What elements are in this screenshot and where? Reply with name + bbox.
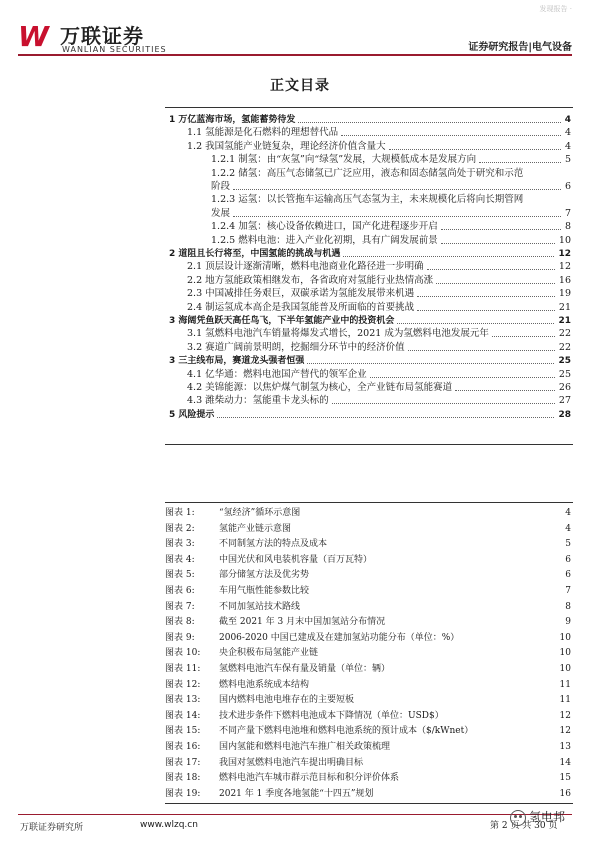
figure-label: 图表 15: xyxy=(165,726,201,737)
toc-entry-text: 4.3 潍柴动力：氢能重卡龙头标的 xyxy=(187,395,329,407)
toc-entry-page: 26 xyxy=(558,382,571,393)
logo-mark: W xyxy=(18,20,47,53)
figure-label: 图表 11: xyxy=(165,664,201,674)
figure-caption: 氢燃料电池汽车保有量及销量（单位：辆） xyxy=(219,664,391,674)
figure-label: 图表 9: xyxy=(165,632,195,643)
figure-label: 图表 4: xyxy=(165,554,195,565)
toc-entry-page: 21 xyxy=(558,316,571,326)
figure-page: 6 xyxy=(565,554,571,565)
figure-page: 11 xyxy=(559,695,571,706)
toc-entry-text: 1.1 氢能源是化石燃料的理想替代品 xyxy=(187,127,339,139)
figure-label: 图表 5: xyxy=(165,570,195,581)
figure-caption: 车用气瓶性能参数比较 xyxy=(219,586,310,596)
toc-entry-page: 22 xyxy=(558,328,571,340)
toc-entry-page: 28 xyxy=(558,409,571,420)
toc-entry-text: 1.2.3 运氢：以长管拖车运输高压气态氢为主，未来规模化后将向长期管网 xyxy=(211,194,524,206)
figure-caption: 央企积极布局氢能产业链 xyxy=(219,648,319,659)
figure-caption: 不同制氢方法的特点及成本 xyxy=(219,539,328,550)
figure-label: 图表 13: xyxy=(165,695,201,706)
figure-label: 图表 6: xyxy=(165,586,195,596)
report-type: 证券研究报告|电气设备 xyxy=(468,42,572,53)
wechat-icon xyxy=(510,810,526,826)
footer-org: 万联证券研究所 xyxy=(20,823,84,833)
figure-caption: 氢能产业链示意图 xyxy=(219,523,292,534)
toc-entry-page: 7 xyxy=(564,207,571,219)
toc-entry-text: 3 三主线布局，赛道龙头强者恒强 xyxy=(169,356,305,367)
toc-entry-page: 21 xyxy=(558,301,571,313)
figure-caption: 国内燃料电池电堆存在的主要短板 xyxy=(219,695,355,706)
figure-page: 14 xyxy=(559,757,571,768)
figure-label: 图表 16: xyxy=(165,742,201,752)
dot-leader xyxy=(341,127,561,136)
toc-entry-page: 19 xyxy=(558,288,571,300)
dot-leader xyxy=(343,248,554,257)
dot-leader xyxy=(417,302,555,311)
figure-label: 图表 8: xyxy=(165,617,195,628)
figure-caption: 不同产量下燃料电池堆和燃料电池系统的预计成本（$/kWnet） xyxy=(219,726,474,737)
toc-entry-text: 4.2 美锦能源：以焦炉煤气制氢为核心，全产业链布局氢能赛道 xyxy=(187,382,453,393)
figure-list xyxy=(165,502,573,804)
toc-entry-text: 2.3 中国减排任务艰巨，双碳承诺为氢能发展带来机遇 xyxy=(187,288,415,300)
dot-leader xyxy=(441,221,561,230)
figure-label: 图表 1: xyxy=(165,508,195,518)
toc-entry-text: 1 万亿蓝海市场，氢能蓄势待发 xyxy=(169,115,296,125)
figure-label: 图表 2: xyxy=(165,523,195,534)
toc-entry-page: 22 xyxy=(558,341,571,353)
dot-leader xyxy=(389,141,561,150)
figure-page: 12 xyxy=(559,726,571,737)
figure-page: 12 xyxy=(559,710,571,721)
toc-entry-page: 4 xyxy=(564,140,571,152)
figure-page: 10 xyxy=(559,648,571,659)
toc-entry-text: 2.2 地方氢能政策相继发布，各省政府对氢能行业热情高涨 xyxy=(187,274,434,286)
figure-label: 图表 14: xyxy=(165,710,201,721)
toc-entry-page: 25 xyxy=(558,368,571,380)
company-logo xyxy=(18,18,218,58)
dot-leader xyxy=(217,409,554,418)
figure-caption: 燃料电池汽车城市群示范目标和积分评价体系 xyxy=(219,773,400,784)
dot-leader xyxy=(233,208,561,217)
figure-label: 图表 3: xyxy=(165,539,195,550)
toc-title: 正文目录 xyxy=(270,78,330,94)
toc-entry-text: 1.2.2 储氢：高压气态储氢已广泛应用，液态和固态储氢尚处于研究和示范 xyxy=(211,167,524,179)
toc-entry-page: 4 xyxy=(564,115,571,125)
toc-entry-page: 12 xyxy=(558,261,571,273)
figure-caption: 我国对氢燃料电池汽车提出明确目标 xyxy=(219,757,364,768)
dot-leader xyxy=(408,342,555,351)
figure-label: 图表 10: xyxy=(165,648,201,659)
toc-entry-page: 8 xyxy=(564,221,571,233)
footer-page-number: 第 2 页 共 30 页 xyxy=(490,821,558,831)
toc-entry-text: 2 道阻且长行将至，中国氢能的挑战与机遇 xyxy=(169,249,341,259)
toc-entry-page: 4 xyxy=(564,127,571,139)
figure-page: 4 xyxy=(565,508,571,518)
figure-page: 13 xyxy=(559,742,571,752)
top-watermark: 发现报告 · xyxy=(539,5,572,13)
dot-leader xyxy=(307,355,554,364)
figure-page: 16 xyxy=(559,788,571,799)
figure-page: 10 xyxy=(559,664,571,674)
footer-site-link[interactable]: www.wlzq.cn xyxy=(140,820,198,830)
toc-entry-page: 12 xyxy=(558,249,571,259)
dot-leader xyxy=(455,382,555,391)
toc-entry-text: 3.2 赛道广阔前景明朗，挖掘细分环节中的经济价值 xyxy=(187,341,405,353)
figure-caption: 燃料电池系统成本结构 xyxy=(219,679,310,690)
figure-caption: 部分储氢方法及优劣势 xyxy=(219,570,310,581)
dot-leader xyxy=(298,114,561,123)
dot-leader xyxy=(436,275,555,284)
dot-leader xyxy=(332,395,555,404)
figure-page: 7 xyxy=(565,586,571,596)
toc-entry-text: 1.2.4 加氢：核心设备依赖进口，国产化进程逐步开启 xyxy=(211,221,438,233)
toc-entry-text: 2.4 制运氢成本高企是我国氢能普及所面临的首要挑战 xyxy=(187,301,415,313)
figure-page: 9 xyxy=(565,617,571,628)
toc-entry-text: 1.2.5 燃料电池：进入产业化初期，具有广阔发展前景 xyxy=(211,234,438,246)
figure-page: 15 xyxy=(559,773,571,784)
figure-page: 10 xyxy=(559,632,571,643)
figure-page: 8 xyxy=(565,601,571,612)
footer-rule xyxy=(18,814,572,815)
dot-leader xyxy=(233,181,561,190)
toc-entry-text: 2.1 顶层设计逐渐清晰，燃料电池商业化路径进一步明确 xyxy=(187,261,424,273)
figure-caption: 技术进步条件下燃料电池成本下降情况（单位：USD$） xyxy=(219,710,444,721)
toc-entry-text: 1.2.1 制氢：由“灰氢”向“绿氢”发展，大规模低成本是发展方向 xyxy=(211,154,477,166)
toc-entry-text: 5 风险提示 xyxy=(169,409,215,420)
figure-page: 11 xyxy=(559,679,571,690)
toc-entry-text: 3.1 氢燃料电池汽车销量将爆发式增长，2021 成为氢燃料电池发展元年 xyxy=(187,328,489,340)
toc-entry-text: 阶段 xyxy=(211,181,231,192)
dot-leader xyxy=(492,328,555,337)
figure-page: 4 xyxy=(565,523,571,534)
figure-label: 图表 17: xyxy=(165,757,201,768)
dot-leader xyxy=(397,315,554,324)
toc-entry-text: 发展 xyxy=(211,207,231,219)
logo-cn-name: 万联证券 xyxy=(60,24,144,48)
dot-leader xyxy=(427,261,555,270)
figure-label: 图表 7: xyxy=(165,601,195,612)
toc-entry-page: 5 xyxy=(564,154,571,166)
figure-caption: 不同加氢站技术路线 xyxy=(219,601,301,612)
figure-page: 6 xyxy=(565,570,571,581)
dot-leader xyxy=(479,154,561,163)
toc-entry-page: 16 xyxy=(558,274,571,286)
toc-list xyxy=(165,107,573,445)
toc-entry-text: 4.1 亿华通：燃料电池国产替代的领军企业 xyxy=(187,368,367,380)
toc-entry-text: 3 海阔凭鱼跃天高任鸟飞，下半年氢能产业中的投资机会 xyxy=(169,316,395,326)
figure-caption: 国内氢能和燃料电池汽车推广相关政策梳理 xyxy=(219,742,391,752)
figure-label: 图表 12: xyxy=(165,679,201,690)
wechat-watermark xyxy=(510,808,565,826)
figure-caption: 截至 2021 年 3 月末中国加氢站分布情况 xyxy=(219,617,386,628)
toc-entry-page: 10 xyxy=(558,234,571,246)
figure-caption: 2021 年 1 季度各地氢能“十四五”规划 xyxy=(219,788,374,799)
figure-page: 5 xyxy=(565,539,571,550)
figure-label: 图表 19: xyxy=(165,788,201,799)
figure-label: 图表 18: xyxy=(165,773,201,784)
dot-leader xyxy=(417,288,555,297)
toc-entry-page: 25 xyxy=(558,356,571,367)
header-rule xyxy=(18,54,572,56)
toc-entry-text: 1.2 我国氢能产业链复杂，理论经济价值含量大 xyxy=(187,140,386,152)
figure-caption: “氢经济”循环示意图 xyxy=(219,508,301,518)
figure-caption: 中国光伏和风电装机容量（百万瓦特） xyxy=(219,554,373,565)
dot-leader xyxy=(370,369,555,378)
logo-en-name: WANLIAN SECURITIES xyxy=(62,45,167,54)
figure-caption: 2006-2020 中国已建成及在建加氢站功能分布（单位：%） xyxy=(219,632,460,643)
wechat-watermark-text: 氢电邦 xyxy=(529,810,566,824)
toc-entry-page: 6 xyxy=(564,181,571,192)
dot-leader xyxy=(441,235,555,244)
toc-entry-page: 27 xyxy=(558,395,571,407)
